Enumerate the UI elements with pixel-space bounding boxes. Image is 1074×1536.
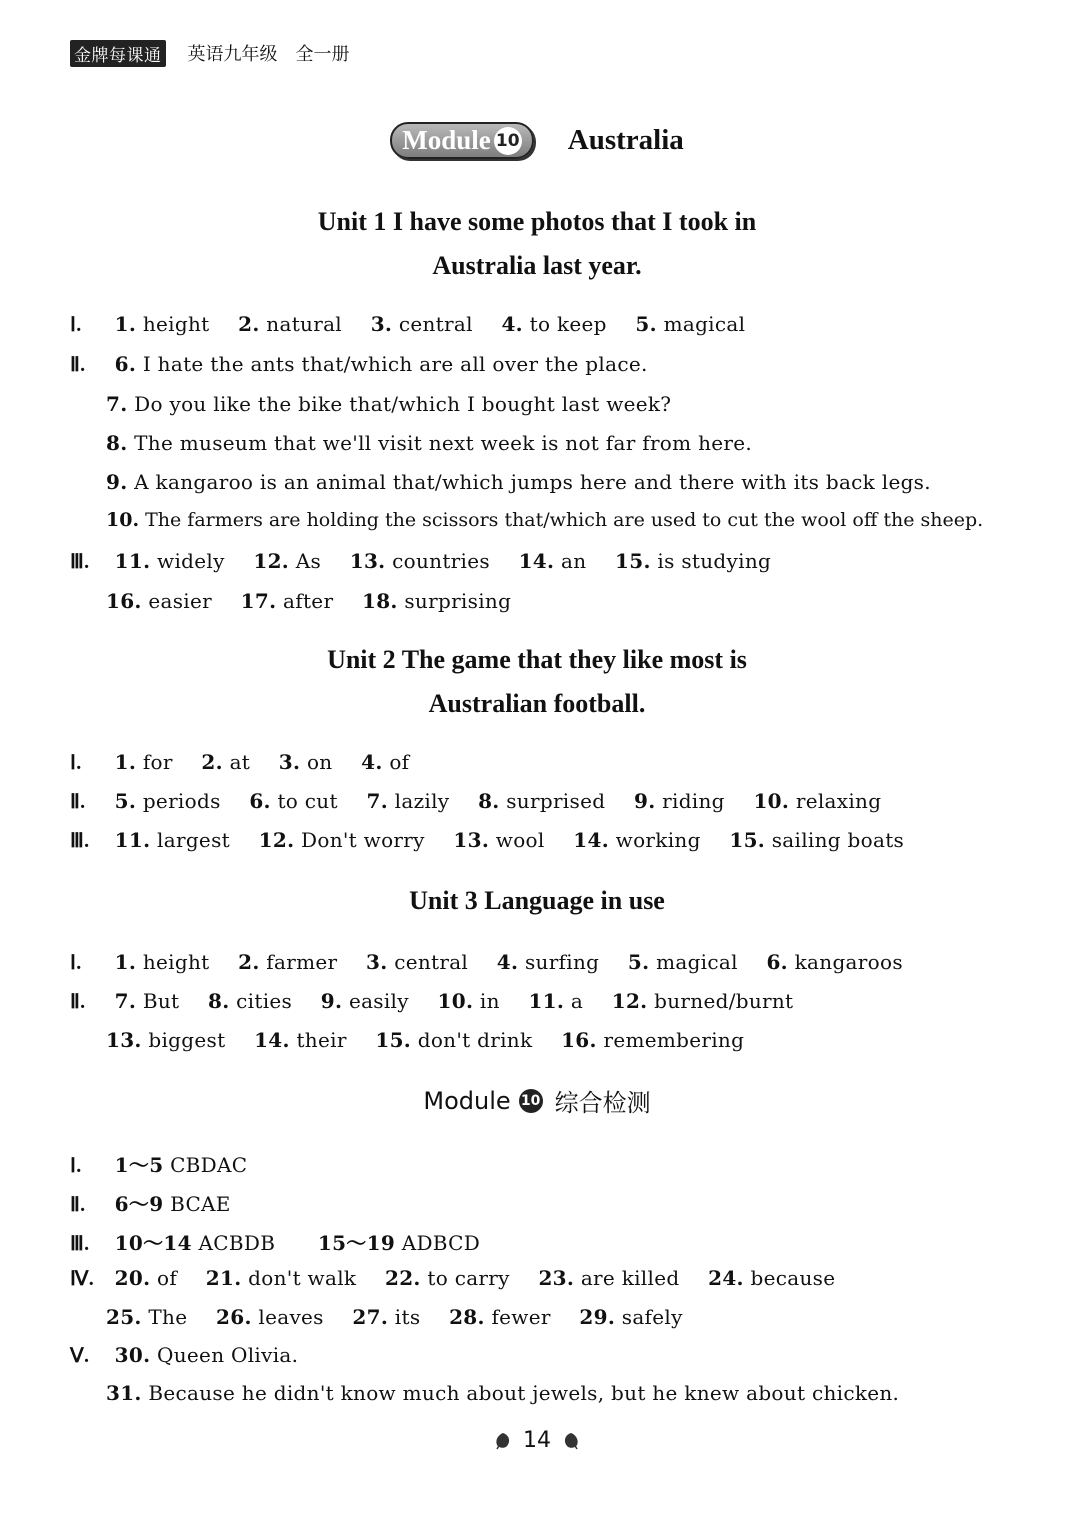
answer-text: in xyxy=(479,989,500,1013)
module-test-title xyxy=(0,1083,1074,1118)
answer-text: of xyxy=(389,750,410,774)
answer-text: The museum that we'll visit next week is not far from here. xyxy=(134,431,753,455)
answer-text: ADBCD xyxy=(401,1231,481,1255)
answer-item xyxy=(106,1305,187,1329)
section-numeral: Ⅲ. xyxy=(70,551,90,573)
answer-item xyxy=(635,312,745,336)
answer-number: 11. xyxy=(114,549,151,573)
answer-row xyxy=(70,989,815,1014)
answer-text: Don't worry xyxy=(301,828,425,852)
answer-number: 5. xyxy=(627,950,650,974)
answer-number: 1～5 xyxy=(114,1153,164,1177)
answer-item xyxy=(367,789,450,813)
answer-item xyxy=(708,1266,835,1290)
answer-number: 31. xyxy=(106,1381,142,1405)
answer-number: 7. xyxy=(106,392,128,416)
test-title-prefix: Module xyxy=(423,1086,511,1115)
answer-item xyxy=(612,989,794,1013)
answer-item xyxy=(573,828,700,852)
module-number: 10 xyxy=(494,127,522,155)
answer-item xyxy=(115,1153,248,1177)
section-numeral: Ⅰ. xyxy=(70,952,82,974)
module-title: Australia xyxy=(567,124,684,156)
answer-item xyxy=(238,312,342,336)
answer-item xyxy=(201,750,250,774)
answer-text: BCAE xyxy=(170,1192,231,1216)
answer-number: 7. xyxy=(366,789,388,813)
answer-text: their xyxy=(296,1028,347,1052)
answer-text: on xyxy=(306,750,333,774)
answer-text: height xyxy=(142,312,210,336)
section-numeral: Ⅳ. xyxy=(70,1268,95,1290)
answer-item xyxy=(115,1266,177,1290)
answer-number: 2. xyxy=(201,750,223,774)
answer-item xyxy=(634,789,725,813)
answer-number: 6. xyxy=(249,789,271,813)
unit1-title-line1: Unit 1 I have some photos that I took in xyxy=(317,207,757,236)
answer-text: fewer xyxy=(491,1305,551,1329)
answer-text: widely xyxy=(157,549,225,573)
answer-item xyxy=(253,549,321,573)
answer-number: 4. xyxy=(496,950,519,974)
answer-number: 22. xyxy=(385,1266,421,1290)
answer-number: 12. xyxy=(253,549,290,573)
book-volume: 全一册 xyxy=(295,44,350,65)
answer-text: central xyxy=(398,312,473,336)
answer-text: safely xyxy=(621,1305,683,1329)
answer-item xyxy=(453,828,544,852)
answer-row xyxy=(106,431,752,455)
answer-text: at xyxy=(229,750,251,774)
answer-number: 9. xyxy=(106,470,128,494)
page-footer xyxy=(0,1428,1074,1453)
answer-text: height xyxy=(142,950,210,974)
answer-item xyxy=(208,989,292,1013)
answer-number: 21. xyxy=(205,1266,242,1290)
answer-number: 1. xyxy=(114,950,137,974)
answer-number: 8. xyxy=(106,431,128,455)
answer-number: 14. xyxy=(254,1028,290,1052)
answer-item xyxy=(449,1305,551,1329)
answer-text: Do you like the bike that/which I bought last week? xyxy=(134,392,672,416)
answer-item xyxy=(615,549,771,573)
section-numeral: Ⅰ. xyxy=(70,752,82,774)
answer-text: lazily xyxy=(394,789,450,813)
answer-row xyxy=(70,1343,298,1368)
answer-item xyxy=(766,950,902,974)
answer-row xyxy=(70,312,767,337)
answer-number: 16. xyxy=(561,1028,597,1052)
answer-text: magical xyxy=(663,312,746,336)
answer-text: The xyxy=(148,1305,188,1329)
answer-text: The farmers are holding the scissors that/which are used to cut the wool off the sheep. xyxy=(145,509,984,531)
answer-text: natural xyxy=(266,312,343,336)
answer-text: surprised xyxy=(506,789,606,813)
answer-number: 11. xyxy=(114,828,151,852)
answer-text: its xyxy=(394,1305,421,1329)
answer-text: wool xyxy=(495,828,545,852)
answer-item xyxy=(238,950,337,974)
answer-text: working xyxy=(615,828,701,852)
answer-item xyxy=(106,589,212,613)
section-numeral: Ⅱ. xyxy=(70,791,86,813)
section-numeral: Ⅲ. xyxy=(70,830,90,852)
answer-text: because xyxy=(750,1266,836,1290)
answer-row xyxy=(106,509,983,531)
answer-number: 5. xyxy=(114,789,137,813)
answer-row xyxy=(70,789,903,814)
answer-text: for xyxy=(142,750,173,774)
answer-text: central xyxy=(394,950,469,974)
answer-text: Queen Olivia. xyxy=(157,1343,299,1367)
answer-item xyxy=(519,549,587,573)
answer-item xyxy=(206,1266,357,1290)
answer-item xyxy=(579,1305,682,1329)
answer-item xyxy=(106,1028,225,1052)
answer-number: 14. xyxy=(573,828,609,852)
answer-number: 9. xyxy=(633,789,656,813)
answer-text: easily xyxy=(348,989,409,1013)
answer-number: 27. xyxy=(352,1305,389,1329)
answer-number: 16. xyxy=(106,589,142,613)
answer-item xyxy=(115,312,210,336)
brand-badge: 金牌每课通 xyxy=(70,40,166,67)
answer-number: 13. xyxy=(106,1028,142,1052)
answer-number: 28. xyxy=(449,1305,485,1329)
answer-text: biggest xyxy=(148,1028,226,1052)
answer-number: 10. xyxy=(753,789,790,813)
answer-row xyxy=(70,352,648,377)
answer-text: countries xyxy=(392,549,490,573)
answer-text: of xyxy=(157,1266,178,1290)
leaf-icon xyxy=(561,1431,581,1451)
answer-number: 13. xyxy=(453,828,490,852)
answer-number: 15～19 xyxy=(317,1231,396,1255)
answer-number: 6～9 xyxy=(114,1192,164,1216)
answer-text: after xyxy=(283,589,334,613)
answer-item xyxy=(371,312,473,336)
answer-item xyxy=(561,1028,744,1052)
answer-row xyxy=(70,549,793,574)
answer-text: easier xyxy=(148,589,212,613)
answer-row xyxy=(70,950,925,975)
answer-text: don't drink xyxy=(417,1028,533,1052)
answer-item xyxy=(115,549,225,573)
answer-text: remembering xyxy=(603,1028,745,1052)
answer-number: 1. xyxy=(114,750,137,774)
answer-row xyxy=(70,1188,253,1217)
answer-number: 12. xyxy=(258,828,295,852)
answer-number: 5. xyxy=(635,312,657,336)
answer-item xyxy=(352,1305,420,1329)
unit2-title-line1: Unit 2 The game that they like most is xyxy=(327,645,747,674)
answer-number: 6. xyxy=(114,352,137,376)
unit1-title-line2: Australia last year. xyxy=(432,251,642,280)
answer-text: As xyxy=(295,549,322,573)
answer-item xyxy=(501,312,606,336)
answer-item xyxy=(375,1028,532,1052)
answer-item xyxy=(350,549,490,573)
answer-row xyxy=(106,1305,705,1329)
answer-number: 10～14 xyxy=(114,1231,192,1255)
answer-item xyxy=(115,828,230,852)
answer-number: 2. xyxy=(238,312,260,336)
answer-item xyxy=(115,789,221,813)
answer-number: 15. xyxy=(729,828,766,852)
answer-number: 8. xyxy=(208,989,230,1013)
answer-text: burned/burnt xyxy=(654,989,794,1013)
answer-text: riding xyxy=(662,789,725,813)
answer-text: are killed xyxy=(580,1266,680,1290)
answer-row xyxy=(70,750,431,775)
answer-item xyxy=(115,989,180,1013)
answer-text: A kangaroo is an animal that/which jumps here and there with its back legs. xyxy=(134,470,931,494)
unit3-title: Unit 3 Language in use xyxy=(409,886,665,915)
answer-text: relaxing xyxy=(795,789,882,813)
answer-item xyxy=(115,950,210,974)
section-numeral: Ⅰ. xyxy=(70,314,82,336)
answer-item xyxy=(753,789,881,813)
answer-item xyxy=(361,750,409,774)
answer-item xyxy=(241,589,334,613)
section-numeral: Ⅰ. xyxy=(70,1155,82,1177)
answer-text: I hate the ants that/which are all over the place. xyxy=(142,352,648,376)
answer-item xyxy=(366,950,468,974)
answer-item xyxy=(115,1231,276,1255)
answer-number: 23. xyxy=(538,1266,575,1290)
answer-number: 1. xyxy=(114,312,137,336)
answer-number: 29. xyxy=(579,1305,616,1329)
answer-number: 2. xyxy=(238,950,260,974)
answer-number: 17. xyxy=(240,589,277,613)
answer-item xyxy=(318,1231,480,1255)
answer-number: 3. xyxy=(366,950,388,974)
answer-text: don't walk xyxy=(248,1266,357,1290)
answer-text: Because he didn't know much about jewels, but he knew about chicken. xyxy=(148,1381,900,1405)
page-header xyxy=(70,40,350,66)
answer-text: surprising xyxy=(404,589,512,613)
answer-text: to carry xyxy=(427,1266,510,1290)
answer-number: 20. xyxy=(114,1266,151,1290)
answer-text: But xyxy=(142,989,180,1013)
answer-item xyxy=(438,989,500,1013)
answer-number: 15. xyxy=(375,1028,412,1052)
test-title-suffix: 综合检测 xyxy=(554,1089,651,1117)
test-module-number: 10 xyxy=(519,1089,543,1113)
answer-number: 24. xyxy=(708,1266,744,1290)
answer-item xyxy=(362,589,511,613)
module-badge-label: Module xyxy=(402,125,491,155)
answer-text: cities xyxy=(236,989,293,1013)
answer-number: 3. xyxy=(278,750,301,774)
answer-number: 7. xyxy=(114,989,137,1013)
answer-number: 30. xyxy=(114,1343,151,1367)
answer-item xyxy=(538,1266,679,1290)
answer-row xyxy=(70,828,926,853)
answer-text: sailing boats xyxy=(771,828,905,852)
answer-number: 10. xyxy=(106,509,140,531)
answer-row xyxy=(70,1266,857,1291)
answer-text: surfing xyxy=(524,950,600,974)
answer-text: an xyxy=(560,549,587,573)
answer-number: 9. xyxy=(320,989,343,1013)
answer-item xyxy=(385,1266,510,1290)
answer-text: kangaroos xyxy=(794,950,903,974)
module-heading xyxy=(0,122,1074,159)
answer-number: 13. xyxy=(349,549,386,573)
answer-number: 6. xyxy=(766,950,788,974)
answer-number: 4. xyxy=(501,312,523,336)
answer-number: 8. xyxy=(478,789,500,813)
answer-item xyxy=(115,750,173,774)
unit2-title-line2: Australian football. xyxy=(428,689,646,718)
module-badge xyxy=(390,122,534,159)
answer-number: 15. xyxy=(615,549,651,573)
answer-number: 12. xyxy=(611,989,648,1013)
answer-item xyxy=(279,750,333,774)
answer-item xyxy=(497,950,599,974)
answer-row xyxy=(106,1028,766,1052)
answer-text: to cut xyxy=(277,789,338,813)
answer-row xyxy=(70,1227,502,1256)
answer-text: is studying xyxy=(657,549,772,573)
answer-number: 11. xyxy=(528,989,565,1013)
answer-row xyxy=(106,392,671,416)
answer-item xyxy=(628,950,738,974)
answer-row xyxy=(106,1381,899,1405)
answer-row xyxy=(70,1149,269,1178)
page-number: 14 xyxy=(523,1428,551,1453)
answer-number: 26. xyxy=(216,1305,252,1329)
section-numeral: Ⅱ. xyxy=(70,991,86,1013)
section-numeral: Ⅱ. xyxy=(70,354,86,376)
answer-item xyxy=(249,789,338,813)
answer-text: farmer xyxy=(266,950,338,974)
answer-text: periods xyxy=(142,789,221,813)
answer-text: leaves xyxy=(258,1305,324,1329)
answer-row xyxy=(106,470,931,494)
answer-number: 3. xyxy=(370,312,393,336)
answer-number: 14. xyxy=(518,549,555,573)
answer-text: ACBDB xyxy=(198,1231,276,1255)
answer-number: 4. xyxy=(361,750,383,774)
answer-number: 10. xyxy=(437,989,474,1013)
book-title: 英语九年级 xyxy=(187,44,278,65)
answer-number: 18. xyxy=(361,589,398,613)
answer-text: a xyxy=(570,989,584,1013)
section-numeral: Ⅲ. xyxy=(70,1233,90,1255)
section-numeral: Ⅴ. xyxy=(70,1345,90,1367)
leaf-icon xyxy=(493,1431,513,1451)
answer-row xyxy=(106,589,533,613)
answer-item xyxy=(478,789,605,813)
section-numeral: Ⅱ. xyxy=(70,1194,86,1216)
answer-item xyxy=(115,1192,231,1216)
answer-text: magical xyxy=(656,950,738,974)
answer-item xyxy=(259,828,425,852)
answer-text: to keep xyxy=(529,312,607,336)
answer-text: CBDAC xyxy=(170,1153,248,1177)
answer-item xyxy=(729,828,904,852)
answer-item xyxy=(254,1028,347,1052)
answer-number: 25. xyxy=(106,1305,142,1329)
answer-item xyxy=(216,1305,324,1329)
answer-item xyxy=(321,989,409,1013)
answer-item xyxy=(528,989,583,1013)
answer-text: largest xyxy=(157,828,230,852)
